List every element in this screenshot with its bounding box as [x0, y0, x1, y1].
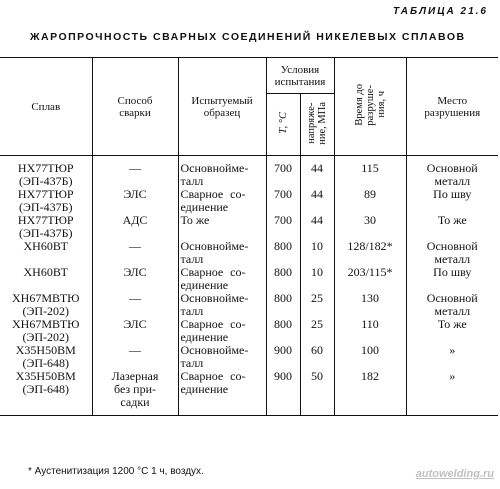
place-line2: металл: [434, 174, 471, 188]
header-conditions: Условия испытания: [266, 58, 334, 94]
cell-temperature: 800: [266, 318, 300, 344]
cell-stress: 50: [300, 370, 334, 409]
alloy-name: ХН67МВТЮ: [11, 317, 80, 331]
cell-stress: 25: [300, 292, 334, 318]
method-line1: ЭЛС: [123, 187, 147, 201]
cell-place: [406, 266, 498, 292]
table-row: [0, 240, 498, 266]
alloy-code: (ЭП-648): [22, 382, 70, 396]
sample-line2: талл: [180, 174, 204, 188]
sample-word1: Сварное: [180, 187, 224, 201]
header-stress: [300, 94, 334, 156]
cell-sample: [178, 188, 266, 214]
header-alloy: Сплав: [0, 58, 92, 156]
cell-place: [406, 162, 498, 188]
sample-word2: ме-: [231, 343, 249, 357]
cell-time: 128/182*: [334, 240, 406, 266]
alloy-code: (ЭП-202): [22, 304, 70, 318]
cell-stress: 44: [300, 188, 334, 214]
cell-method: [92, 344, 178, 370]
cell-method: [92, 292, 178, 318]
method-line1: —: [129, 291, 141, 305]
cell-place: [406, 214, 498, 240]
cell-stress: 44: [300, 162, 334, 188]
cell-time: 203/115*: [334, 266, 406, 292]
alloy-code: (ЭП-437Б): [19, 226, 73, 240]
sample-word1: Основной: [180, 291, 232, 305]
cell-place: [406, 188, 498, 214]
cell-sample: [178, 214, 266, 240]
header-temperature: [266, 94, 300, 156]
alloy-code: (ЭП-437Б): [19, 200, 73, 214]
cell-alloy: [0, 344, 92, 370]
cell-temperature: 800: [266, 266, 300, 292]
alloy-code: (ЭП-202): [22, 330, 70, 344]
method-line1: —: [129, 161, 141, 175]
method-line1: ЭЛС: [123, 265, 147, 279]
sample-word1: Сварное: [180, 317, 224, 331]
table-row: [0, 318, 498, 344]
cell-alloy: [0, 188, 92, 214]
place-line1: Основной: [426, 291, 478, 305]
cell-time: 30: [334, 214, 406, 240]
alloy-name: ХН60ВТ: [23, 239, 68, 253]
sample-word2: ме-: [231, 161, 249, 175]
method-line1: АДС: [122, 213, 148, 227]
header-method: Способ сварки: [92, 58, 178, 156]
place-line1: »: [449, 369, 456, 383]
place-line1: »: [449, 343, 456, 357]
cell-temperature: 800: [266, 292, 300, 318]
cell-temperature: 800: [266, 240, 300, 266]
cell-stress: 25: [300, 318, 334, 344]
cell-method: [92, 188, 178, 214]
table-row: [0, 188, 498, 214]
cell-sample: [178, 318, 266, 344]
cell-time: 100: [334, 344, 406, 370]
sample-word1: Основной: [180, 161, 232, 175]
cell-method: [92, 266, 178, 292]
place-line2: металл: [434, 252, 471, 266]
cell-place: [406, 318, 498, 344]
cell-alloy: [0, 292, 92, 318]
heat-resistance-table: [0, 57, 498, 416]
cell-stress: 60: [300, 344, 334, 370]
cell-stress: 10: [300, 266, 334, 292]
method-line1: —: [129, 239, 141, 253]
cell-temperature: 900: [266, 370, 300, 409]
cell-temperature: 700: [266, 188, 300, 214]
watermark: autowelding.ru: [415, 468, 494, 480]
cell-method: [92, 214, 178, 240]
sample-word2: ме-: [231, 291, 249, 305]
method-line1: Лазерная: [111, 369, 159, 383]
cell-sample: [178, 370, 266, 409]
table-row: [0, 370, 498, 409]
header-time-text: Время до разруше- ния, ч: [353, 84, 387, 126]
sample-line2: единение: [180, 330, 229, 344]
alloy-code: (ЭП-648): [22, 356, 70, 370]
place-line2: металл: [434, 304, 471, 318]
alloy-name: НХ77ТЮР: [17, 213, 74, 227]
cell-place: [406, 344, 498, 370]
sample-line2: единение: [180, 278, 229, 292]
sample-word2: со-: [230, 265, 246, 279]
cell-alloy: [0, 214, 92, 240]
place-line1: Основной: [426, 161, 478, 175]
cell-sample: [178, 162, 266, 188]
method-line1: —: [129, 343, 141, 357]
cell-alloy: [0, 266, 92, 292]
table-row: [0, 266, 498, 292]
cell-place: [406, 240, 498, 266]
method-line3: садки: [120, 395, 150, 409]
sample-word1: Сварное: [180, 265, 224, 279]
header-time: [334, 58, 406, 156]
place-line1: То же: [437, 317, 467, 331]
sample-word2: ме-: [231, 239, 249, 253]
sample-word2: со-: [230, 369, 246, 383]
cell-time: 182: [334, 370, 406, 409]
method-line1: ЭЛС: [123, 317, 147, 331]
cell-alloy: [0, 240, 92, 266]
alloy-code: (ЭП-437Б): [19, 174, 73, 188]
cell-sample: [178, 292, 266, 318]
cell-sample: [178, 344, 266, 370]
cell-temperature: 700: [266, 162, 300, 188]
header-place: Место разрушения: [406, 58, 498, 156]
table-title: ЖАРОПРОЧНОСТЬ СВАРНЫХ СОЕДИНЕНИЙ НИКЕЛЕВЫХ СПЛАВОВ: [30, 31, 466, 43]
cell-method: [92, 370, 178, 409]
cell-time: 89: [334, 188, 406, 214]
place-line1: По шву: [433, 187, 472, 201]
cell-alloy: [0, 318, 92, 344]
cell-place: [406, 292, 498, 318]
cell-alloy: [0, 162, 92, 188]
sample-line1: [181, 214, 264, 227]
alloy-name: НХ77ТЮР: [17, 161, 74, 175]
cell-sample: [178, 266, 266, 292]
cell-sample: [178, 240, 266, 266]
table-row: [0, 162, 498, 188]
place-line1: Основной: [426, 239, 478, 253]
cell-time: 115: [334, 162, 406, 188]
sample-line2: талл: [180, 356, 204, 370]
alloy-name: Х35Н50ВМ: [15, 369, 76, 383]
footnote: * Аустенитизация 1200 °С 1 ч, воздух.: [28, 466, 204, 477]
alloy-name: НХ77ТЮР: [17, 187, 74, 201]
cell-method: [92, 162, 178, 188]
sample-word2: со-: [230, 187, 246, 201]
cell-temperature: 900: [266, 344, 300, 370]
sample-word1: То же: [180, 213, 210, 227]
alloy-name: Х35Н50ВМ: [15, 343, 76, 357]
cell-method: [92, 318, 178, 344]
cell-method: [92, 240, 178, 266]
cell-time: 110: [334, 318, 406, 344]
place-line1: То же: [437, 213, 467, 227]
place-line1: По шву: [433, 265, 472, 279]
sample-word1: Сварное: [180, 369, 224, 383]
alloy-name: ХН67МВТЮ: [11, 291, 80, 305]
sample-line2: талл: [180, 252, 204, 266]
sample-word1: Основной: [180, 343, 232, 357]
sample-word1: Основной: [180, 239, 232, 253]
table-row: [0, 344, 498, 370]
cell-place: [406, 370, 498, 409]
cell-stress: 10: [300, 240, 334, 266]
header-sample: Испытуемый образец: [178, 58, 266, 156]
table-row: [0, 214, 498, 240]
sample-line2: единение: [180, 200, 229, 214]
table-row: [0, 292, 498, 318]
sample-line2: единение: [180, 382, 229, 396]
method-line2: без при-: [114, 382, 156, 396]
alloy-name: ХН60ВТ: [23, 265, 68, 279]
cell-stress: 44: [300, 214, 334, 240]
table-number: ТАБЛИЦА 21.6: [393, 6, 488, 17]
cell-alloy: [0, 370, 92, 409]
cell-temperature: 700: [266, 214, 300, 240]
header-stress-text: напряже- ние, МПа: [306, 101, 328, 145]
header-temperature-text: Т, °С: [277, 112, 289, 134]
sample-word2: со-: [230, 317, 246, 331]
cell-time: 130: [334, 292, 406, 318]
sample-line2: талл: [180, 304, 204, 318]
